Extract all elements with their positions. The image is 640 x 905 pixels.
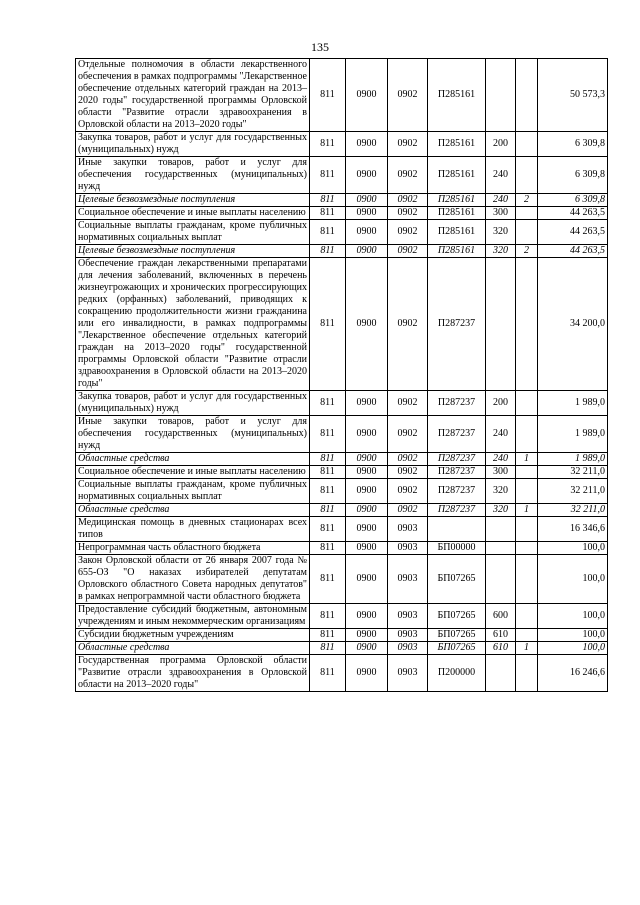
- grbs-code-cell: 811: [310, 416, 346, 453]
- subsection-code-cell: 0902: [388, 416, 428, 453]
- subsection-code-cell: 0903: [388, 555, 428, 604]
- row-name-cell: Областные средства: [76, 504, 310, 517]
- funding-source-cell: [516, 604, 538, 629]
- table-row: [76, 194, 608, 207]
- amount-cell: 16 246,6: [538, 655, 608, 692]
- funding-source-cell: [516, 132, 538, 157]
- table-row: [76, 542, 608, 555]
- expense-type-cell: 320: [486, 504, 516, 517]
- section-code-cell: 0900: [346, 629, 388, 642]
- grbs-code-cell: 811: [310, 245, 346, 258]
- section-code-cell: 0900: [346, 391, 388, 416]
- subsection-code-cell: 0902: [388, 466, 428, 479]
- section-code-cell: 0900: [346, 655, 388, 692]
- grbs-code-cell: 811: [310, 629, 346, 642]
- section-code-cell: 0900: [346, 194, 388, 207]
- section-code-cell: 0900: [346, 555, 388, 604]
- funding-source-cell: 1: [516, 504, 538, 517]
- expense-type-cell: [486, 542, 516, 555]
- amount-cell: 44 263,5: [538, 245, 608, 258]
- section-code-cell: 0900: [346, 59, 388, 132]
- amount-cell: 100,0: [538, 542, 608, 555]
- subsection-code-cell: 0903: [388, 629, 428, 642]
- grbs-code-cell: 811: [310, 207, 346, 220]
- row-name-cell: Иные закупки товаров, работ и услуг для обеспечения государственных (муниципальных) нужд: [76, 416, 310, 453]
- expense-type-cell: 300: [486, 207, 516, 220]
- amount-cell: 100,0: [538, 555, 608, 604]
- table-row: [76, 416, 608, 453]
- row-name-cell: Государственная программа Орловской области "Развитие отрасли здравоохранения в Орловской области на 2013–2020 годы": [76, 655, 310, 692]
- funding-source-cell: 1: [516, 642, 538, 655]
- expense-type-cell: 240: [486, 194, 516, 207]
- funding-source-cell: [516, 629, 538, 642]
- amount-cell: 100,0: [538, 604, 608, 629]
- subsection-code-cell: 0902: [388, 453, 428, 466]
- amount-cell: 44 263,5: [538, 207, 608, 220]
- expense-type-cell: [486, 59, 516, 132]
- table-body: [76, 59, 608, 692]
- expense-type-cell: 320: [486, 479, 516, 504]
- section-code-cell: 0900: [346, 207, 388, 220]
- subsection-code-cell: 0903: [388, 542, 428, 555]
- grbs-code-cell: 811: [310, 157, 346, 194]
- row-name-cell: Целевые безвозмездные поступления: [76, 194, 310, 207]
- amount-cell: 100,0: [538, 629, 608, 642]
- target-article-cell: БП00000: [428, 542, 486, 555]
- subsection-code-cell: 0902: [388, 258, 428, 391]
- table-row: [76, 655, 608, 692]
- table-row: [76, 466, 608, 479]
- funding-source-cell: [516, 416, 538, 453]
- amount-cell: 44 263,5: [538, 220, 608, 245]
- section-code-cell: 0900: [346, 604, 388, 629]
- target-article-cell: БП07265: [428, 642, 486, 655]
- table-row: [76, 629, 608, 642]
- grbs-code-cell: 811: [310, 504, 346, 517]
- row-name-cell: Социальное обеспечение и иные выплаты населению: [76, 466, 310, 479]
- grbs-code-cell: 811: [310, 132, 346, 157]
- subsection-code-cell: 0903: [388, 655, 428, 692]
- funding-source-cell: [516, 466, 538, 479]
- funding-source-cell: [516, 479, 538, 504]
- table-row: [76, 517, 608, 542]
- section-code-cell: 0900: [346, 245, 388, 258]
- funding-source-cell: [516, 655, 538, 692]
- grbs-code-cell: 811: [310, 642, 346, 655]
- amount-cell: 6 309,8: [538, 132, 608, 157]
- subsection-code-cell: 0902: [388, 479, 428, 504]
- target-article-cell: П287237: [428, 391, 486, 416]
- expense-type-cell: [486, 655, 516, 692]
- expense-type-cell: 240: [486, 453, 516, 466]
- funding-source-cell: [516, 207, 538, 220]
- grbs-code-cell: 811: [310, 604, 346, 629]
- table-row: [76, 391, 608, 416]
- section-code-cell: 0900: [346, 132, 388, 157]
- target-article-cell: П285161: [428, 220, 486, 245]
- row-name-cell: Закупка товаров, работ и услуг для государственных (муниципальных) нужд: [76, 132, 310, 157]
- expense-type-cell: [486, 555, 516, 604]
- section-code-cell: 0900: [346, 453, 388, 466]
- expense-type-cell: 300: [486, 466, 516, 479]
- grbs-code-cell: 811: [310, 194, 346, 207]
- row-name-cell: Обеспечение граждан лекарственными препаратами для лечения заболеваний, включенных в перечень жизнеугрожающих и хронических прогрессирующих редких (орфанных) заболеваний, приводящих к сокращению продолжительности жизни гражданина или его инвалидности, в рамках подпрограммы "Лекарственное обеспечение отдельных категорий граждан на 2013–2020 годы" государственной программы Орловской области "Развитие отрасли здравоохранения в Орловской области на 2013–2020 годы": [76, 258, 310, 391]
- grbs-code-cell: 811: [310, 453, 346, 466]
- grbs-code-cell: 811: [310, 466, 346, 479]
- amount-cell: 32 211,0: [538, 479, 608, 504]
- row-name-cell: Предоставление субсидий бюджетным, автономным учреждениям и иным некоммерческим организациям: [76, 604, 310, 629]
- funding-source-cell: 2: [516, 245, 538, 258]
- row-name-cell: Целевые безвозмездные поступления: [76, 245, 310, 258]
- amount-cell: 50 573,3: [538, 59, 608, 132]
- target-article-cell: П287237: [428, 416, 486, 453]
- row-name-cell: Областные средства: [76, 642, 310, 655]
- section-code-cell: 0900: [346, 517, 388, 542]
- subsection-code-cell: 0903: [388, 642, 428, 655]
- funding-source-cell: [516, 391, 538, 416]
- funding-source-cell: [516, 542, 538, 555]
- target-article-cell: П200000: [428, 655, 486, 692]
- table-row: [76, 555, 608, 604]
- amount-cell: 16 346,6: [538, 517, 608, 542]
- target-article-cell: БП07265: [428, 555, 486, 604]
- amount-cell: 1 989,0: [538, 453, 608, 466]
- amount-cell: 34 200,0: [538, 258, 608, 391]
- row-name-cell: Социальные выплаты гражданам, кроме публичных нормативных социальных выплат: [76, 479, 310, 504]
- grbs-code-cell: 811: [310, 517, 346, 542]
- section-code-cell: 0900: [346, 157, 388, 194]
- expense-type-cell: 240: [486, 416, 516, 453]
- table-row: [76, 504, 608, 517]
- table-row: [76, 604, 608, 629]
- amount-cell: 32 211,0: [538, 504, 608, 517]
- subsection-code-cell: 0902: [388, 59, 428, 132]
- amount-cell: 100,0: [538, 642, 608, 655]
- funding-source-cell: [516, 157, 538, 194]
- expense-type-cell: 240: [486, 157, 516, 194]
- target-article-cell: П287237: [428, 258, 486, 391]
- grbs-code-cell: 811: [310, 220, 346, 245]
- funding-source-cell: [516, 555, 538, 604]
- funding-source-cell: [516, 258, 538, 391]
- grbs-code-cell: 811: [310, 655, 346, 692]
- expense-type-cell: 600: [486, 604, 516, 629]
- section-code-cell: 0900: [346, 258, 388, 391]
- row-name-cell: Отдельные полномочия в области лекарственного обеспечения в рамках подпрограммы "Лекарственное обеспечение отдельных категорий граждан на 2013–2020 годы" государственной программы Орловской области "Развитие отрасли здравоохранения в Орловской области на 2013–2020 годы": [76, 59, 310, 132]
- table-row: [76, 642, 608, 655]
- section-code-cell: 0900: [346, 642, 388, 655]
- subsection-code-cell: 0902: [388, 245, 428, 258]
- table-row: [76, 207, 608, 220]
- subsection-code-cell: 0903: [388, 517, 428, 542]
- expense-type-cell: 320: [486, 220, 516, 245]
- subsection-code-cell: 0902: [388, 157, 428, 194]
- row-name-cell: Непрограммная часть областного бюджета: [76, 542, 310, 555]
- target-article-cell: П287237: [428, 504, 486, 517]
- subsection-code-cell: 0902: [388, 504, 428, 517]
- grbs-code-cell: 811: [310, 542, 346, 555]
- target-article-cell: БП07265: [428, 604, 486, 629]
- row-name-cell: Закупка товаров, работ и услуг для государственных (муниципальных) нужд: [76, 391, 310, 416]
- section-code-cell: 0900: [346, 479, 388, 504]
- table-row: [76, 258, 608, 391]
- amount-cell: 6 309,8: [538, 194, 608, 207]
- section-code-cell: 0900: [346, 416, 388, 453]
- expense-type-cell: 200: [486, 391, 516, 416]
- grbs-code-cell: 811: [310, 555, 346, 604]
- amount-cell: 6 309,8: [538, 157, 608, 194]
- expense-type-cell: [486, 517, 516, 542]
- subsection-code-cell: 0902: [388, 220, 428, 245]
- budget-table: [75, 58, 608, 692]
- target-article-cell: БП07265: [428, 629, 486, 642]
- expense-type-cell: 610: [486, 642, 516, 655]
- expense-type-cell: [486, 258, 516, 391]
- amount-cell: 1 989,0: [538, 391, 608, 416]
- target-article-cell: П285161: [428, 207, 486, 220]
- section-code-cell: 0900: [346, 542, 388, 555]
- grbs-code-cell: 811: [310, 258, 346, 391]
- funding-source-cell: 2: [516, 194, 538, 207]
- grbs-code-cell: 811: [310, 479, 346, 504]
- table-row: [76, 220, 608, 245]
- target-article-cell: П287237: [428, 466, 486, 479]
- table-row: [76, 59, 608, 132]
- table-row: [76, 245, 608, 258]
- funding-source-cell: 1: [516, 453, 538, 466]
- target-article-cell: П287237: [428, 453, 486, 466]
- row-name-cell: Социальные выплаты гражданам, кроме публичных нормативных социальных выплат: [76, 220, 310, 245]
- funding-source-cell: [516, 59, 538, 132]
- table-row: [76, 453, 608, 466]
- amount-cell: 32 211,0: [538, 466, 608, 479]
- target-article-cell: П285161: [428, 245, 486, 258]
- row-name-cell: Областные средства: [76, 453, 310, 466]
- table-row: [76, 157, 608, 194]
- table-row: [76, 132, 608, 157]
- amount-cell: 1 989,0: [538, 416, 608, 453]
- row-name-cell: Социальное обеспечение и иные выплаты населению: [76, 207, 310, 220]
- target-article-cell: П285161: [428, 132, 486, 157]
- target-article-cell: П287237: [428, 479, 486, 504]
- table-row: [76, 479, 608, 504]
- section-code-cell: 0900: [346, 504, 388, 517]
- section-code-cell: 0900: [346, 220, 388, 245]
- funding-source-cell: [516, 220, 538, 245]
- subsection-code-cell: 0902: [388, 194, 428, 207]
- row-name-cell: Медицинская помощь в дневных стационарах всех типов: [76, 517, 310, 542]
- expense-type-cell: 320: [486, 245, 516, 258]
- grbs-code-cell: 811: [310, 59, 346, 132]
- funding-source-cell: [516, 517, 538, 542]
- grbs-code-cell: 811: [310, 391, 346, 416]
- row-name-cell: Иные закупки товаров, работ и услуг для обеспечения государственных (муниципальных) нужд: [76, 157, 310, 194]
- row-name-cell: Субсидии бюджетным учреждениям: [76, 629, 310, 642]
- subsection-code-cell: 0903: [388, 604, 428, 629]
- target-article-cell: П285161: [428, 59, 486, 132]
- target-article-cell: П285161: [428, 194, 486, 207]
- subsection-code-cell: 0902: [388, 207, 428, 220]
- subsection-code-cell: 0902: [388, 132, 428, 157]
- target-article-cell: [428, 517, 486, 542]
- expense-type-cell: 200: [486, 132, 516, 157]
- section-code-cell: 0900: [346, 466, 388, 479]
- page-number: 135: [311, 40, 329, 54]
- expense-type-cell: 610: [486, 629, 516, 642]
- target-article-cell: П285161: [428, 157, 486, 194]
- row-name-cell: Закон Орловской области от 26 января 2007 года № 655-ОЗ "О наказах избирателей депутатам Орловского областного Совета народных депутатов" в рамках непрограммной части областного бюджета: [76, 555, 310, 604]
- subsection-code-cell: 0902: [388, 391, 428, 416]
